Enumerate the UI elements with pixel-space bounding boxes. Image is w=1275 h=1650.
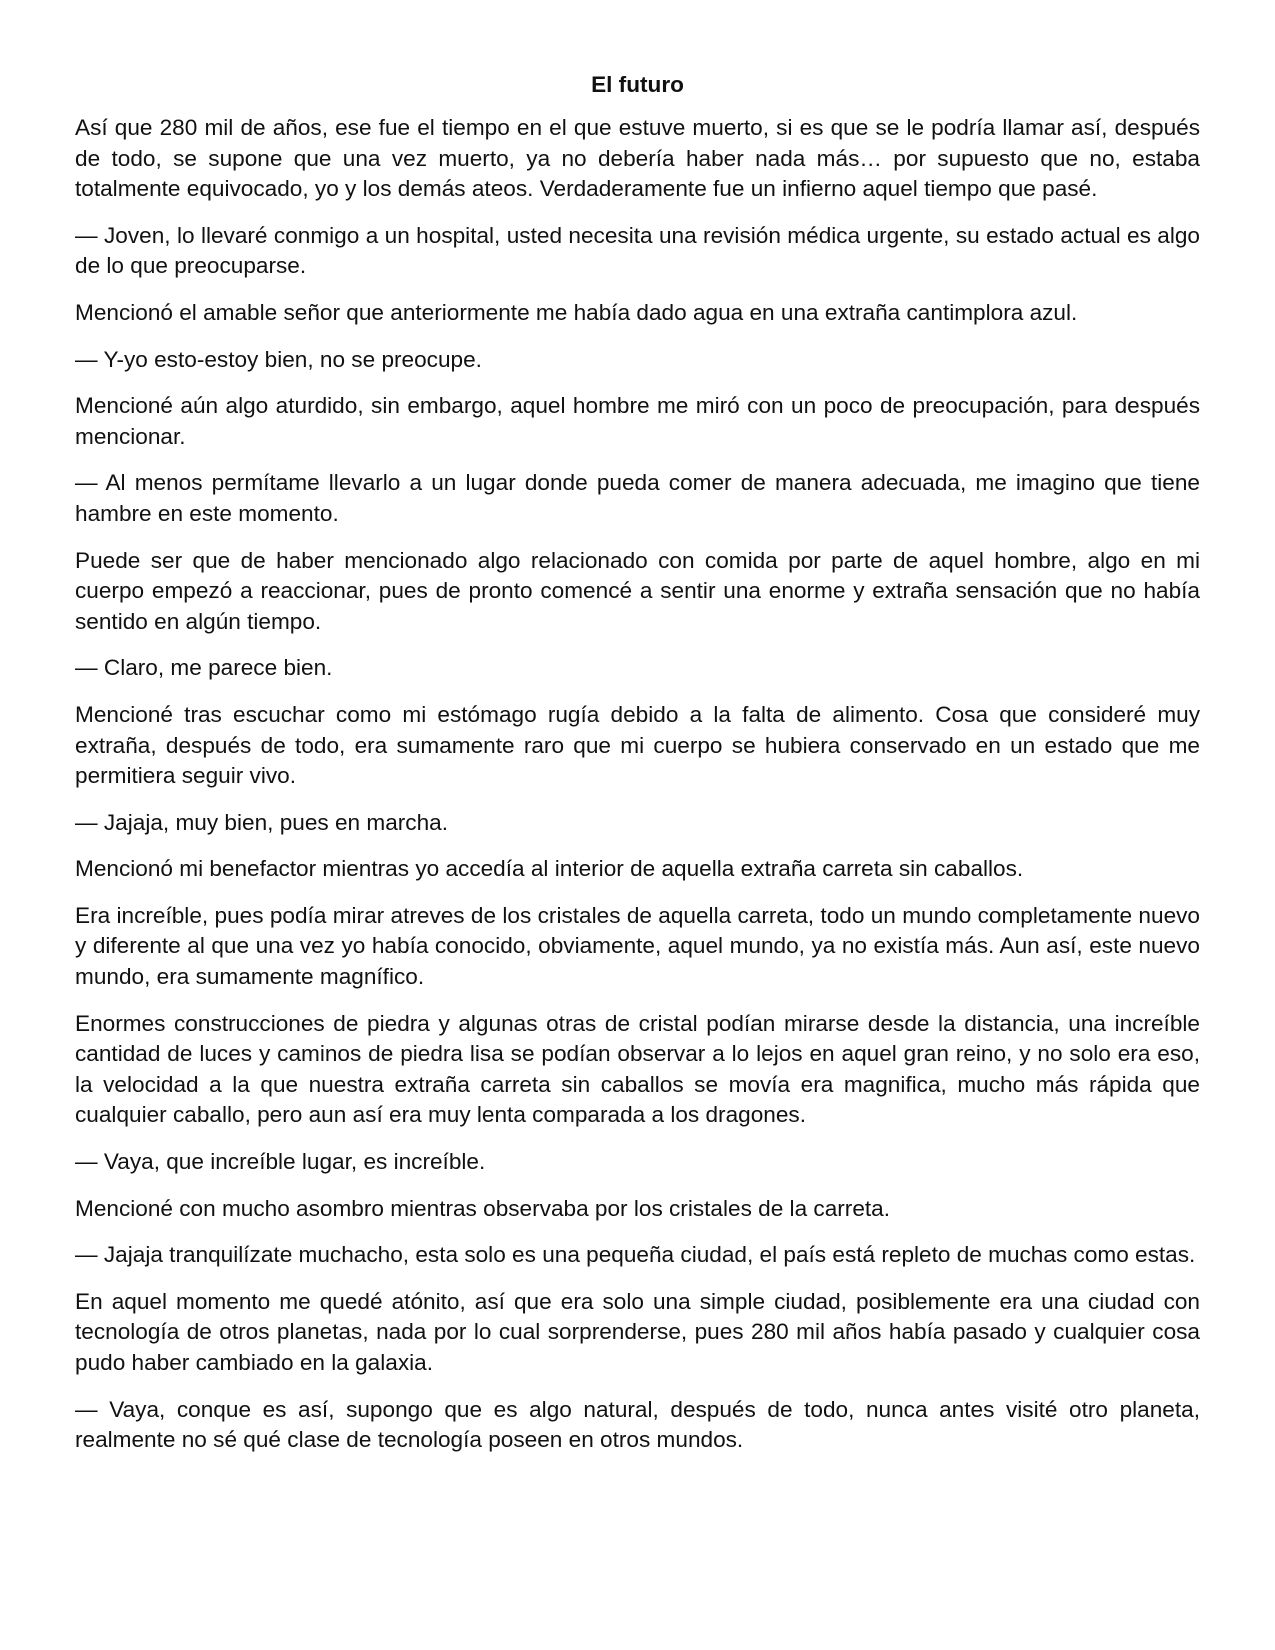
paragraph-13: Enormes construcciones de piedra y algunas otras de cristal podían mirarse desde la distancia, una increíble cantidad de luces y caminos de piedra lisa se podían observar a lo lejos en aquel gran reino, y no solo era eso, la velocidad a la que nuestra extraña carreta sin caballos se movía era magnifica, mucho más rápida que cualquier caballo, pero aun así era muy lenta comparada a los dragones.	[75, 1010, 1200, 1128]
paragraph-11: Mencionó mi benefactor mientras yo accedía al interior de aquella extraña carreta sin caballos.	[75, 856, 1024, 882]
paragraph-16: — Jajaja tranquilízate muchacho, esta solo es una pequeña ciudad, el país está repleto de muchas como estas.	[75, 1242, 1196, 1268]
paragraph-7: Puede ser que de haber mencionado algo relacionado con comida por parte de aquel hombre, algo en mi cuerpo empezó a reaccionar, pues de pronto comencé a sentir una enorme y extraña sensación que no había sentido en algún tiempo.	[75, 547, 1200, 634]
paragraph-2: — Joven, lo llevaré conmigo a un hospital, usted necesita una revisión médica urgente, su estado actual es algo de lo que preocuparse.	[75, 222, 1200, 279]
document-page	[75, 70, 1200, 1472]
paragraph-18: — Vaya, conque es así, supongo que es algo natural, después de todo, nunca antes visité otro planeta, realmente no sé qué clase de tecnología poseen en otros mundos.	[75, 1396, 1200, 1453]
paragraph-15: Mencioné con mucho asombro mientras observaba por los cristales de la carreta.	[75, 1195, 891, 1221]
paragraph-17: En aquel momento me quedé atónito, así que era solo una simple ciudad, posiblemente era una ciudad con tecnología de otros planetas, nada por lo cual sorprenderse, pues 280 mil años había pasado y cualquier cosa pudo haber cambiado en la galaxia.	[75, 1288, 1200, 1375]
paragraph-1: Así que 280 mil de años, ese fue el tiempo en el que estuve muerto, si es que se le podría llamar así, después de todo, se supone que una vez muerto, ya no debería haber nada más… por supuesto que no, estaba totalmente equivocado, yo y los demás ateos. Verdaderamente fue un infierno aquel tiempo que pasé.	[75, 115, 1200, 202]
paragraph-12: Era increíble, pues podía mirar atreves de los cristales de aquella carreta, todo un mundo completamente nuevo y diferente al que una vez yo había conocido, obviamente, aquel mundo, ya no existía más. Aun así, este nuevo mundo, era sumamente magnífico.	[75, 902, 1200, 990]
paragraph-14: — Vaya, que increíble lugar, es increíble.	[75, 1149, 486, 1175]
paragraph-3: Mencionó el amable señor que anteriormente me había dado agua en una extraña cantimplora azul.	[75, 299, 1078, 325]
paragraph-8: — Claro, me parece bien.	[75, 655, 333, 681]
paragraph-5: Mencioné aún algo aturdido, sin embargo, aquel hombre me miró con un poco de preocupación, para después mencionar.	[75, 393, 1200, 449]
page-title: El futuro	[591, 72, 684, 97]
paragraph-6: — Al menos permítame llevarlo a un lugar donde pueda comer de manera adecuada, me imagino que tiene hambre en este momento.	[75, 470, 1200, 526]
paragraph-10: — Jajaja, muy bien, pues en marcha.	[75, 809, 448, 835]
paragraph-4: — Y-yo esto-estoy bien, no se preocupe.	[75, 346, 482, 372]
paragraph-9: Mencioné tras escuchar como mi estómago rugía debido a la falta de alimento. Cosa que consideré muy extraña, después de todo, era sumamente raro que mi cuerpo se hubiera conservado en un estado que me permitiera seguir vivo.	[75, 701, 1200, 789]
